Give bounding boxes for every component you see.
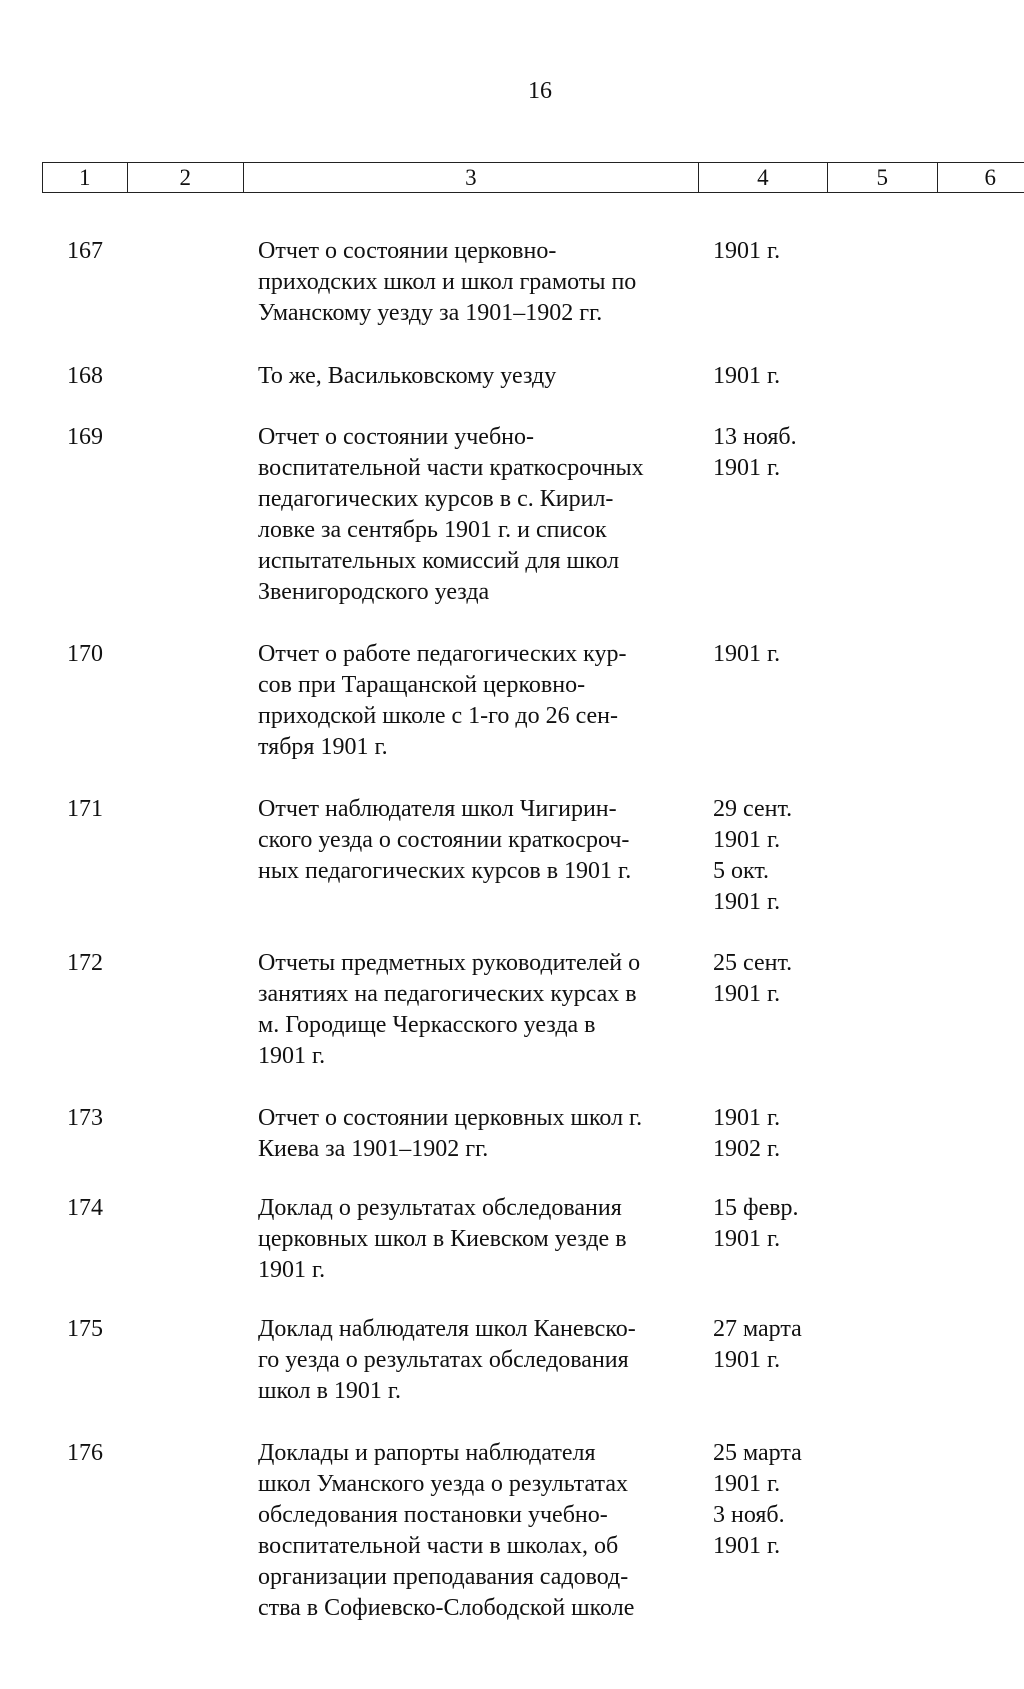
item-date: 1901 г. xyxy=(713,641,781,667)
item-number: 168 xyxy=(67,363,103,389)
item-description: Отчет наблюдателя школ Чигирин- ского уезда о состоянии краткосроч- ных педагогических курсов в 1901 г. xyxy=(258,796,632,884)
item-date: 1901 г. xyxy=(713,363,781,389)
item-date: 27 марта 1901 г. xyxy=(713,1316,802,1373)
column-header: 5 xyxy=(828,163,937,192)
item-date: 29 сент. 1901 г. 5 окт. 1901 г. xyxy=(713,796,793,915)
column-header: 1 xyxy=(43,163,128,192)
item-number: 171 xyxy=(67,796,103,822)
item-description: Отчет о состоянии учебно- воспитательной части краткосрочных педагогических курсов в с. Кирил- ловке за сентябрь 1901 г. и список испытательных комиссий для школ Звенигородского уезда xyxy=(258,424,644,605)
page-number: 16 xyxy=(528,78,552,104)
item-description: Доклады и рапорты наблюдателя школ Уманского уезда о результатах обследования постановки учебно- воспитательной части в школах, об организации преподавания садовод- ства в Софиевско-Слободской школе xyxy=(258,1440,635,1621)
item-number: 174 xyxy=(67,1195,103,1221)
item-description: Доклад наблюдателя школ Каневско- го уезда о результатах обследования школ в 1901 г. xyxy=(258,1316,636,1404)
item-description: Отчет о работе педагогических кур- сов при Таращанской церковно- приходской школе с 1-го до 26 сен- тября 1901 г. xyxy=(258,641,627,760)
item-date: 25 сент. 1901 г. xyxy=(713,950,793,1007)
item-date: 13 нояб. 1901 г. xyxy=(713,424,797,481)
column-header: 2 xyxy=(128,163,244,192)
item-description: Отчеты предметных руководителей о занятиях на педагогических курсах в м. Городище Черкасского уезда в 1901 г. xyxy=(258,950,641,1069)
item-number: 169 xyxy=(67,424,103,450)
item-date: 25 марта 1901 г. 3 нояб. 1901 г. xyxy=(713,1440,802,1559)
item-number: 175 xyxy=(67,1316,103,1342)
item-description: То же, Васильковскому уезду xyxy=(258,363,557,389)
item-date: 1901 г. xyxy=(713,238,781,264)
item-description: Отчет о состоянии церковно- приходских школ и школ грамоты по Уманскому уезду за 1901–1902 гг. xyxy=(258,238,637,326)
column-header: 6 xyxy=(984,165,997,190)
item-date: 15 февр. 1901 г. xyxy=(713,1195,799,1252)
column-header: 3 xyxy=(244,163,699,192)
item-number: 167 xyxy=(67,238,103,264)
item-description: Отчет о состоянии церковных школ г. Киева за 1901–1902 гг. xyxy=(258,1105,643,1162)
item-number: 173 xyxy=(67,1105,103,1131)
item-description: Доклад о результатах обследования церковных школ в Киевском уезде в 1901 г. xyxy=(258,1195,627,1283)
item-date: 1901 г. 1902 г. xyxy=(713,1105,781,1162)
table-header xyxy=(42,162,1024,193)
item-number: 172 xyxy=(67,950,103,976)
column-header: 4 xyxy=(699,163,828,192)
item-number: 176 xyxy=(67,1440,103,1466)
item-number: 170 xyxy=(67,641,103,667)
